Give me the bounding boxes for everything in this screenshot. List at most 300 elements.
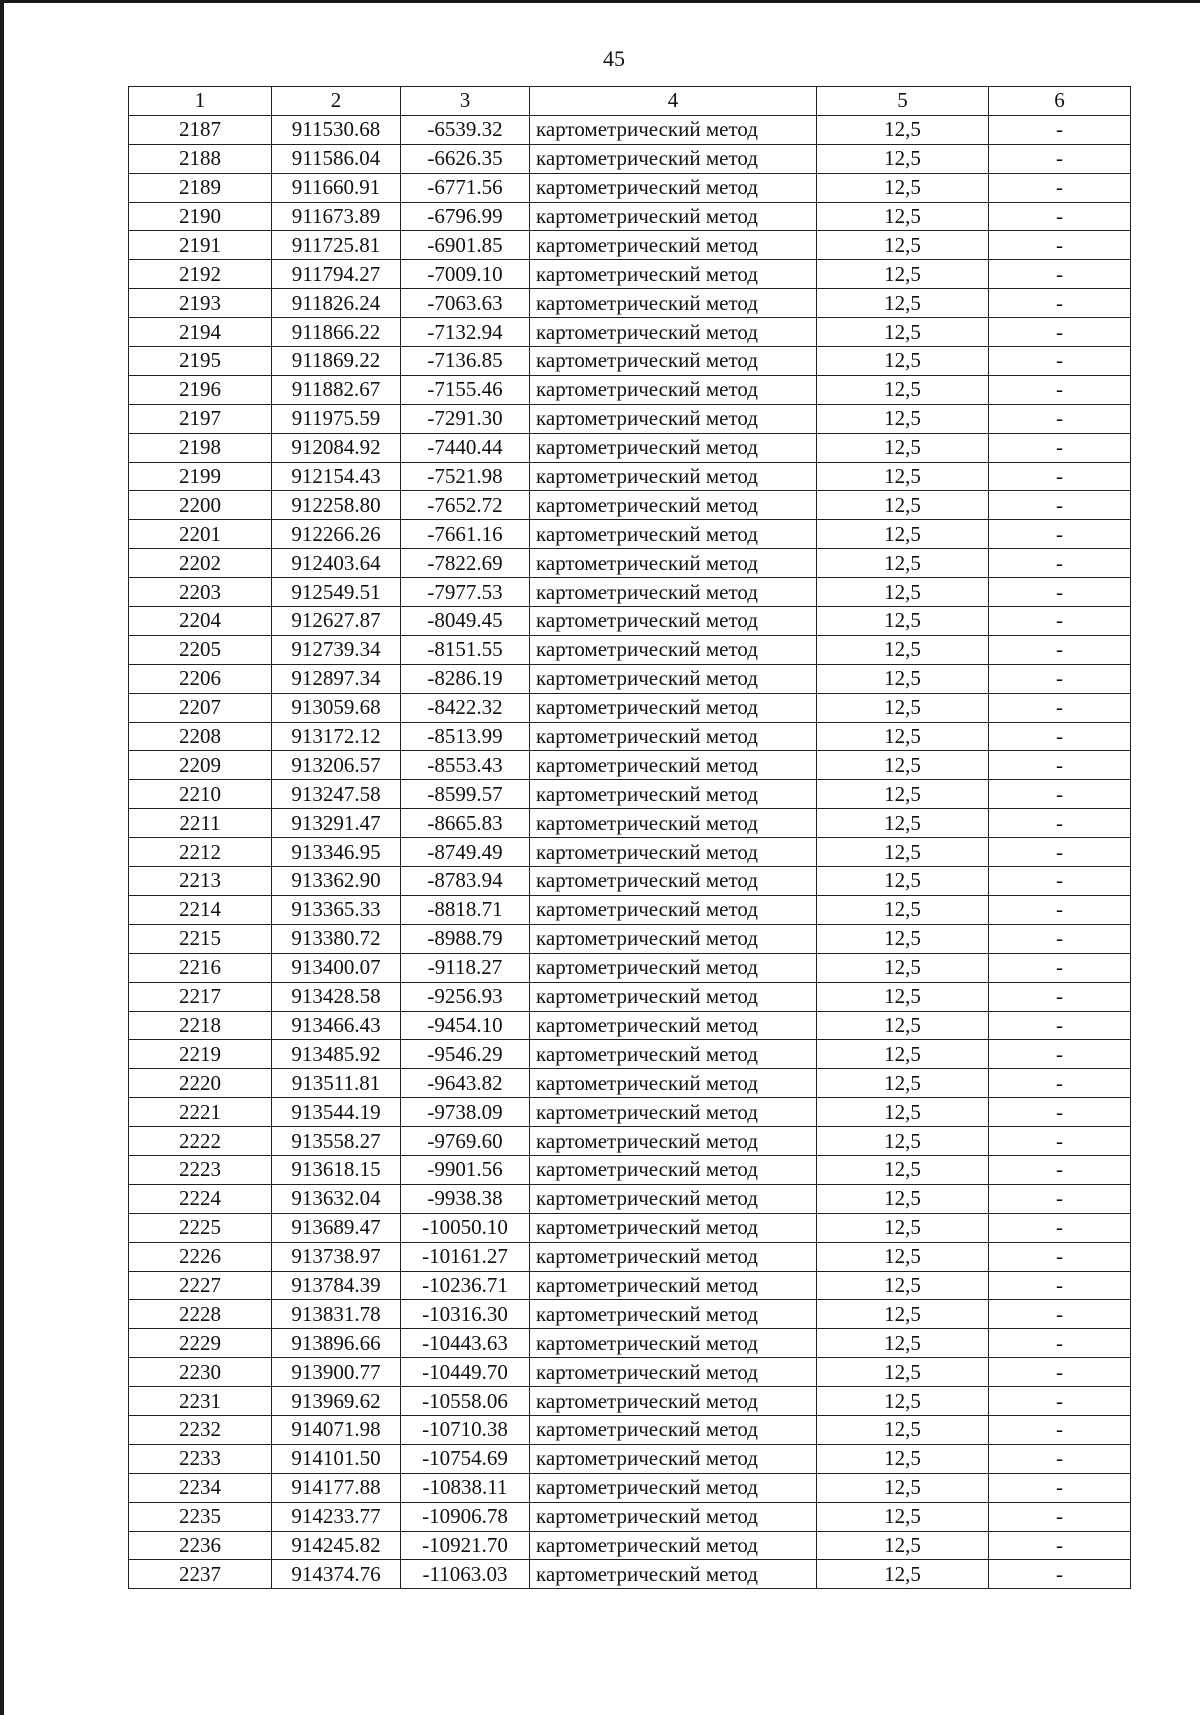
accuracy-cell: 12,5: [817, 549, 989, 578]
table-row: [129, 115, 1131, 144]
y-coordinate-cell: -8783.94: [401, 867, 530, 896]
table-row: [129, 1473, 1131, 1502]
x-coordinate-cell: 912258.80: [272, 491, 401, 520]
point-number-cell: 2201: [129, 520, 272, 549]
x-coordinate-cell: 912627.87: [272, 607, 401, 636]
scan-edge-top: [0, 0, 1200, 3]
y-coordinate-cell: -6771.56: [401, 173, 530, 202]
method-cell: картометрический метод: [530, 664, 817, 693]
accuracy-cell: 12,5: [817, 953, 989, 982]
point-number-cell: 2211: [129, 809, 272, 838]
note-cell: -: [989, 1502, 1131, 1531]
point-number-cell: 2237: [129, 1560, 272, 1589]
y-coordinate-cell: -9769.60: [401, 1127, 530, 1156]
x-coordinate-cell: 913738.97: [272, 1242, 401, 1271]
note-cell: -: [989, 260, 1131, 289]
accuracy-cell: 12,5: [817, 260, 989, 289]
x-coordinate-cell: 911866.22: [272, 318, 401, 347]
x-coordinate-cell: 913172.12: [272, 722, 401, 751]
note-cell: -: [989, 664, 1131, 693]
method-cell: картометрический метод: [530, 1069, 817, 1098]
y-coordinate-cell: -6901.85: [401, 231, 530, 260]
method-cell: картометрический метод: [530, 462, 817, 491]
accuracy-cell: 12,5: [817, 607, 989, 636]
table-row: [129, 231, 1131, 260]
table-row: [129, 1242, 1131, 1271]
y-coordinate-cell: -10558.06: [401, 1387, 530, 1416]
table-row: [129, 1271, 1131, 1300]
table-row: [129, 664, 1131, 693]
accuracy-cell: 12,5: [817, 1300, 989, 1329]
point-number-cell: 2222: [129, 1127, 272, 1156]
table-row: [129, 1040, 1131, 1069]
accuracy-cell: 12,5: [817, 1069, 989, 1098]
y-coordinate-cell: -6626.35: [401, 144, 530, 173]
note-cell: -: [989, 1098, 1131, 1127]
x-coordinate-cell: 912897.34: [272, 664, 401, 693]
x-coordinate-cell: 914177.88: [272, 1473, 401, 1502]
accuracy-cell: 12,5: [817, 1560, 989, 1589]
method-cell: картометрический метод: [530, 607, 817, 636]
method-cell: картометрический метод: [530, 1531, 817, 1560]
x-coordinate-cell: 913544.19: [272, 1098, 401, 1127]
note-cell: -: [989, 578, 1131, 607]
method-cell: картометрический метод: [530, 1502, 817, 1531]
y-coordinate-cell: -8151.55: [401, 635, 530, 664]
y-coordinate-cell: -8513.99: [401, 722, 530, 751]
x-coordinate-cell: 911586.04: [272, 144, 401, 173]
x-coordinate-cell: 913362.90: [272, 867, 401, 896]
point-number-cell: 2199: [129, 462, 272, 491]
table-row: [129, 722, 1131, 751]
note-cell: -: [989, 924, 1131, 953]
note-cell: -: [989, 780, 1131, 809]
table-row: [129, 809, 1131, 838]
table-row: [129, 1531, 1131, 1560]
method-cell: картометрический метод: [530, 780, 817, 809]
note-cell: -: [989, 318, 1131, 347]
table-row: [129, 260, 1131, 289]
y-coordinate-cell: -10161.27: [401, 1242, 530, 1271]
y-coordinate-cell: -11063.03: [401, 1560, 530, 1589]
point-number-cell: 2232: [129, 1415, 272, 1444]
x-coordinate-cell: 913206.57: [272, 751, 401, 780]
table-row: [129, 404, 1131, 433]
accuracy-cell: 12,5: [817, 1127, 989, 1156]
y-coordinate-cell: -7661.16: [401, 520, 530, 549]
page-number: 45: [603, 46, 625, 71]
method-cell: картометрический метод: [530, 289, 817, 318]
method-cell: картометрический метод: [530, 838, 817, 867]
method-cell: картометрический метод: [530, 347, 817, 376]
method-cell: картометрический метод: [530, 1242, 817, 1271]
y-coordinate-cell: -8599.57: [401, 780, 530, 809]
y-coordinate-cell: -7291.30: [401, 404, 530, 433]
point-number-cell: 2220: [129, 1069, 272, 1098]
accuracy-cell: 12,5: [817, 1358, 989, 1387]
accuracy-cell: 12,5: [817, 202, 989, 231]
note-cell: -: [989, 607, 1131, 636]
column-header: 5: [817, 87, 989, 116]
table-row: [129, 144, 1131, 173]
y-coordinate-cell: -7009.10: [401, 260, 530, 289]
table-row: [129, 1329, 1131, 1358]
method-cell: картометрический метод: [530, 809, 817, 838]
accuracy-cell: 12,5: [817, 433, 989, 462]
point-number-cell: 2195: [129, 347, 272, 376]
point-number-cell: 2203: [129, 578, 272, 607]
method-cell: картометрический метод: [530, 1011, 817, 1040]
point-number-cell: 2224: [129, 1184, 272, 1213]
table-row: [129, 1127, 1131, 1156]
table-row: [129, 751, 1131, 780]
accuracy-cell: 12,5: [817, 1271, 989, 1300]
y-coordinate-cell: -7822.69: [401, 549, 530, 578]
note-cell: -: [989, 1415, 1131, 1444]
column-header: 3: [401, 87, 530, 116]
y-coordinate-cell: -7977.53: [401, 578, 530, 607]
x-coordinate-cell: 911530.68: [272, 115, 401, 144]
method-cell: картометрический метод: [530, 867, 817, 896]
note-cell: -: [989, 462, 1131, 491]
y-coordinate-cell: -8818.71: [401, 895, 530, 924]
point-number-cell: 2200: [129, 491, 272, 520]
method-cell: картометрический метод: [530, 491, 817, 520]
note-cell: -: [989, 520, 1131, 549]
x-coordinate-cell: 913511.81: [272, 1069, 401, 1098]
note-cell: -: [989, 375, 1131, 404]
method-cell: картометрический метод: [530, 1184, 817, 1213]
x-coordinate-cell: 912084.92: [272, 433, 401, 462]
x-coordinate-cell: 913632.04: [272, 1184, 401, 1213]
accuracy-cell: 12,5: [817, 809, 989, 838]
y-coordinate-cell: -9938.38: [401, 1184, 530, 1213]
y-coordinate-cell: -9643.82: [401, 1069, 530, 1098]
y-coordinate-cell: -9454.10: [401, 1011, 530, 1040]
table-row: [129, 1387, 1131, 1416]
accuracy-cell: 12,5: [817, 1531, 989, 1560]
table-row: [129, 1184, 1131, 1213]
note-cell: -: [989, 1329, 1131, 1358]
x-coordinate-cell: 912403.64: [272, 549, 401, 578]
note-cell: -: [989, 809, 1131, 838]
table-row: [129, 1444, 1131, 1473]
x-coordinate-cell: 911673.89: [272, 202, 401, 231]
table-row: [129, 895, 1131, 924]
x-coordinate-cell: 913059.68: [272, 693, 401, 722]
method-cell: картометрический метод: [530, 1387, 817, 1416]
method-cell: картометрический метод: [530, 953, 817, 982]
x-coordinate-cell: 914245.82: [272, 1531, 401, 1560]
y-coordinate-cell: -10316.30: [401, 1300, 530, 1329]
table-row: [129, 520, 1131, 549]
table-row: [129, 838, 1131, 867]
x-coordinate-cell: 912154.43: [272, 462, 401, 491]
method-cell: картометрический метод: [530, 1127, 817, 1156]
note-cell: -: [989, 549, 1131, 578]
accuracy-cell: 12,5: [817, 231, 989, 260]
column-header: 6: [989, 87, 1131, 116]
point-number-cell: 2187: [129, 115, 272, 144]
method-cell: картометрический метод: [530, 1560, 817, 1589]
note-cell: -: [989, 1069, 1131, 1098]
scan-edge-left: [0, 0, 4, 1715]
x-coordinate-cell: 913618.15: [272, 1155, 401, 1184]
table-row: [129, 1300, 1131, 1329]
x-coordinate-cell: 913896.66: [272, 1329, 401, 1358]
method-cell: картометрический метод: [530, 635, 817, 664]
x-coordinate-cell: 911882.67: [272, 375, 401, 404]
method-cell: картометрический метод: [530, 1213, 817, 1242]
x-coordinate-cell: 912549.51: [272, 578, 401, 607]
method-cell: картометрический метод: [530, 982, 817, 1011]
x-coordinate-cell: 913689.47: [272, 1213, 401, 1242]
note-cell: -: [989, 693, 1131, 722]
table-row: [129, 1098, 1131, 1127]
y-coordinate-cell: -6796.99: [401, 202, 530, 231]
method-cell: картометрический метод: [530, 895, 817, 924]
x-coordinate-cell: 913969.62: [272, 1387, 401, 1416]
method-cell: картометрический метод: [530, 751, 817, 780]
note-cell: -: [989, 1560, 1131, 1589]
note-cell: -: [989, 491, 1131, 520]
point-number-cell: 2194: [129, 318, 272, 347]
y-coordinate-cell: -8749.49: [401, 838, 530, 867]
x-coordinate-cell: 914071.98: [272, 1415, 401, 1444]
point-number-cell: 2202: [129, 549, 272, 578]
point-number-cell: 2218: [129, 1011, 272, 1040]
point-number-cell: 2212: [129, 838, 272, 867]
point-number-cell: 2198: [129, 433, 272, 462]
point-number-cell: 2231: [129, 1387, 272, 1416]
y-coordinate-cell: -7440.44: [401, 433, 530, 462]
accuracy-cell: 12,5: [817, 289, 989, 318]
y-coordinate-cell: -9256.93: [401, 982, 530, 1011]
x-coordinate-cell: 912739.34: [272, 635, 401, 664]
table-row: [129, 1213, 1131, 1242]
table-row: [129, 1069, 1131, 1098]
x-coordinate-cell: 913365.33: [272, 895, 401, 924]
accuracy-cell: 12,5: [817, 751, 989, 780]
point-number-cell: 2223: [129, 1155, 272, 1184]
method-cell: картометрический метод: [530, 1040, 817, 1069]
point-number-cell: 2235: [129, 1502, 272, 1531]
note-cell: -: [989, 144, 1131, 173]
y-coordinate-cell: -8422.32: [401, 693, 530, 722]
accuracy-cell: 12,5: [817, 318, 989, 347]
column-header: 4: [530, 87, 817, 116]
accuracy-cell: 12,5: [817, 982, 989, 1011]
note-cell: -: [989, 982, 1131, 1011]
x-coordinate-cell: 914374.76: [272, 1560, 401, 1589]
accuracy-cell: 12,5: [817, 1242, 989, 1271]
accuracy-cell: 12,5: [817, 1473, 989, 1502]
accuracy-cell: 12,5: [817, 1387, 989, 1416]
accuracy-cell: 12,5: [817, 491, 989, 520]
x-coordinate-cell: 913346.95: [272, 838, 401, 867]
y-coordinate-cell: -8553.43: [401, 751, 530, 780]
point-number-cell: 2209: [129, 751, 272, 780]
table-row: [129, 1155, 1131, 1184]
note-cell: -: [989, 1473, 1131, 1502]
accuracy-cell: 12,5: [817, 693, 989, 722]
table-header-row: [129, 87, 1131, 116]
table-row: [129, 318, 1131, 347]
method-cell: картометрический метод: [530, 1415, 817, 1444]
y-coordinate-cell: -7652.72: [401, 491, 530, 520]
accuracy-cell: 12,5: [817, 1098, 989, 1127]
note-cell: -: [989, 231, 1131, 260]
table-row: [129, 375, 1131, 404]
point-number-cell: 2219: [129, 1040, 272, 1069]
note-cell: -: [989, 1271, 1131, 1300]
accuracy-cell: 12,5: [817, 144, 989, 173]
accuracy-cell: 12,5: [817, 173, 989, 202]
y-coordinate-cell: -7521.98: [401, 462, 530, 491]
y-coordinate-cell: -7136.85: [401, 347, 530, 376]
method-cell: картометрический метод: [530, 1329, 817, 1358]
table-row: [129, 202, 1131, 231]
x-coordinate-cell: 913400.07: [272, 953, 401, 982]
note-cell: -: [989, 635, 1131, 664]
x-coordinate-cell: 913247.58: [272, 780, 401, 809]
point-number-cell: 2204: [129, 607, 272, 636]
table-row: [129, 578, 1131, 607]
method-cell: картометрический метод: [530, 144, 817, 173]
accuracy-cell: 12,5: [817, 664, 989, 693]
note-cell: -: [989, 347, 1131, 376]
x-coordinate-cell: 912266.26: [272, 520, 401, 549]
y-coordinate-cell: -10838.11: [401, 1473, 530, 1502]
y-coordinate-cell: -10921.70: [401, 1531, 530, 1560]
table-row: [129, 173, 1131, 202]
table-row: [129, 347, 1131, 376]
note-cell: -: [989, 173, 1131, 202]
method-cell: картометрический метод: [530, 1300, 817, 1329]
x-coordinate-cell: 913900.77: [272, 1358, 401, 1387]
point-number-cell: 2193: [129, 289, 272, 318]
accuracy-cell: 12,5: [817, 1184, 989, 1213]
y-coordinate-cell: -9738.09: [401, 1098, 530, 1127]
note-cell: -: [989, 1444, 1131, 1473]
note-cell: -: [989, 1242, 1131, 1271]
y-coordinate-cell: -7132.94: [401, 318, 530, 347]
x-coordinate-cell: 911869.22: [272, 347, 401, 376]
table-row: [129, 953, 1131, 982]
point-number-cell: 2189: [129, 173, 272, 202]
point-number-cell: 2192: [129, 260, 272, 289]
accuracy-cell: 12,5: [817, 1415, 989, 1444]
note-cell: -: [989, 1155, 1131, 1184]
method-cell: картометрический метод: [530, 1473, 817, 1502]
table-row: [129, 462, 1131, 491]
x-coordinate-cell: 911725.81: [272, 231, 401, 260]
point-number-cell: 2216: [129, 953, 272, 982]
method-cell: картометрический метод: [530, 231, 817, 260]
accuracy-cell: 12,5: [817, 1213, 989, 1242]
y-coordinate-cell: -8286.19: [401, 664, 530, 693]
accuracy-cell: 12,5: [817, 578, 989, 607]
note-cell: -: [989, 1300, 1131, 1329]
point-number-cell: 2197: [129, 404, 272, 433]
accuracy-cell: 12,5: [817, 404, 989, 433]
method-cell: картометрический метод: [530, 578, 817, 607]
table-row: [129, 1502, 1131, 1531]
table-row: [129, 433, 1131, 462]
x-coordinate-cell: 911660.91: [272, 173, 401, 202]
method-cell: картометрический метод: [530, 404, 817, 433]
note-cell: -: [989, 289, 1131, 318]
y-coordinate-cell: -8988.79: [401, 924, 530, 953]
accuracy-cell: 12,5: [817, 1444, 989, 1473]
table-row: [129, 780, 1131, 809]
note-cell: -: [989, 1387, 1131, 1416]
note-cell: -: [989, 1358, 1131, 1387]
method-cell: картометрический метод: [530, 1358, 817, 1387]
column-header: 1: [129, 87, 272, 116]
note-cell: -: [989, 953, 1131, 982]
table-row: [129, 549, 1131, 578]
accuracy-cell: 12,5: [817, 1011, 989, 1040]
accuracy-cell: 12,5: [817, 1329, 989, 1358]
note-cell: -: [989, 1011, 1131, 1040]
accuracy-cell: 12,5: [817, 115, 989, 144]
x-coordinate-cell: 911826.24: [272, 289, 401, 318]
accuracy-cell: 12,5: [817, 895, 989, 924]
accuracy-cell: 12,5: [817, 347, 989, 376]
accuracy-cell: 12,5: [817, 924, 989, 953]
note-cell: -: [989, 751, 1131, 780]
accuracy-cell: 12,5: [817, 1040, 989, 1069]
method-cell: картометрический метод: [530, 1271, 817, 1300]
method-cell: картометрический метод: [530, 693, 817, 722]
point-number-cell: 2207: [129, 693, 272, 722]
point-number-cell: 2226: [129, 1242, 272, 1271]
accuracy-cell: 12,5: [817, 375, 989, 404]
y-coordinate-cell: -10906.78: [401, 1502, 530, 1531]
point-number-cell: 2233: [129, 1444, 272, 1473]
y-coordinate-cell: -10754.69: [401, 1444, 530, 1473]
method-cell: картометрический метод: [530, 115, 817, 144]
method-cell: картометрический метод: [530, 1098, 817, 1127]
y-coordinate-cell: -7063.63: [401, 289, 530, 318]
column-header: 2: [272, 87, 401, 116]
note-cell: -: [989, 115, 1131, 144]
point-number-cell: 2205: [129, 635, 272, 664]
accuracy-cell: 12,5: [817, 722, 989, 751]
x-coordinate-cell: 913558.27: [272, 1127, 401, 1156]
note-cell: -: [989, 867, 1131, 896]
method-cell: картометрический метод: [530, 722, 817, 751]
point-number-cell: 2188: [129, 144, 272, 173]
x-coordinate-cell: 913428.58: [272, 982, 401, 1011]
accuracy-cell: 12,5: [817, 520, 989, 549]
note-cell: -: [989, 1531, 1131, 1560]
coordinates-table: [128, 86, 1131, 1589]
table-row: [129, 924, 1131, 953]
y-coordinate-cell: -8049.45: [401, 607, 530, 636]
point-number-cell: 2230: [129, 1358, 272, 1387]
point-number-cell: 2225: [129, 1213, 272, 1242]
method-cell: картометрический метод: [530, 1155, 817, 1184]
x-coordinate-cell: 914233.77: [272, 1502, 401, 1531]
accuracy-cell: 12,5: [817, 1155, 989, 1184]
y-coordinate-cell: -9901.56: [401, 1155, 530, 1184]
note-cell: -: [989, 202, 1131, 231]
method-cell: картометрический метод: [530, 924, 817, 953]
accuracy-cell: 12,5: [817, 462, 989, 491]
table-row: [129, 693, 1131, 722]
